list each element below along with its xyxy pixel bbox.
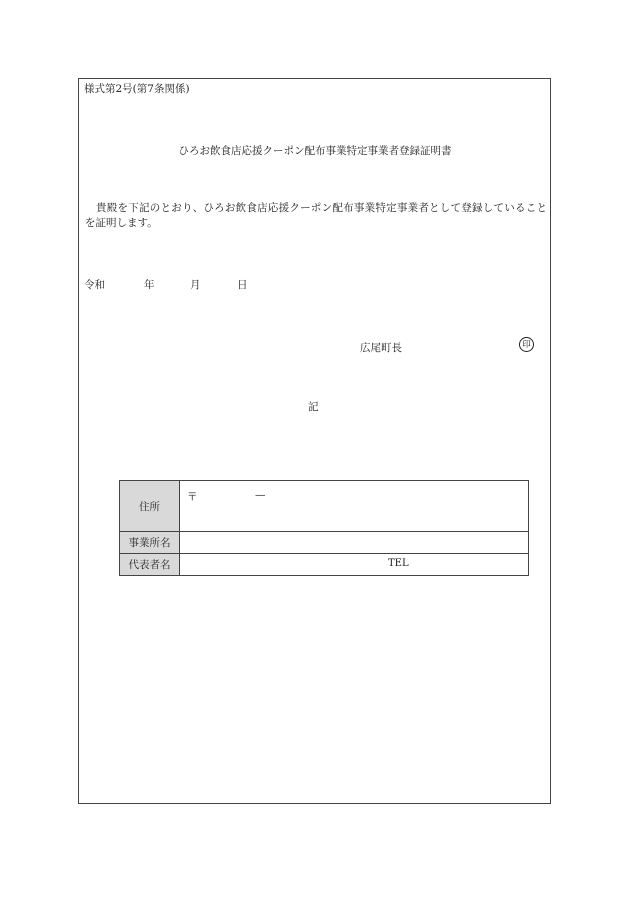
issuer-name: 広尾町長 xyxy=(360,342,402,354)
ki-heading: 記 xyxy=(308,401,319,413)
postal-mark-icon: 〒 xyxy=(187,491,198,503)
date-month-label: 月 xyxy=(190,279,201,291)
address-label: 住所 xyxy=(120,481,180,532)
certification-text: 貴殿を下記のとおり、ひろお飲食店応援クーポン配布事業特定事業者として登録していることを証明します。 xyxy=(85,202,547,229)
representative-field xyxy=(180,554,529,576)
office-row xyxy=(120,532,529,554)
address-field xyxy=(180,481,529,532)
address-row xyxy=(120,481,529,532)
seal-icon: 印 xyxy=(519,337,534,352)
document-frame xyxy=(78,78,551,804)
tel-label: TEL xyxy=(388,558,409,569)
postal-code-dash: — xyxy=(255,489,266,501)
date-era: 令和 xyxy=(84,279,105,291)
issue-date xyxy=(84,277,284,291)
date-day-label: 日 xyxy=(237,279,248,291)
representative-label: 代表者名 xyxy=(120,554,180,576)
form-number: 様式第2号(第7条関係) xyxy=(84,83,190,95)
date-year-label: 年 xyxy=(144,279,155,291)
document-title: ひろお飲食店応援クーポン配布事業特定事業者登録証明書 xyxy=(178,145,452,157)
office-name-label: 事業所名 xyxy=(120,532,180,554)
representative-row xyxy=(120,554,529,576)
office-name-field xyxy=(180,532,529,554)
registrant-info-table xyxy=(119,480,529,576)
